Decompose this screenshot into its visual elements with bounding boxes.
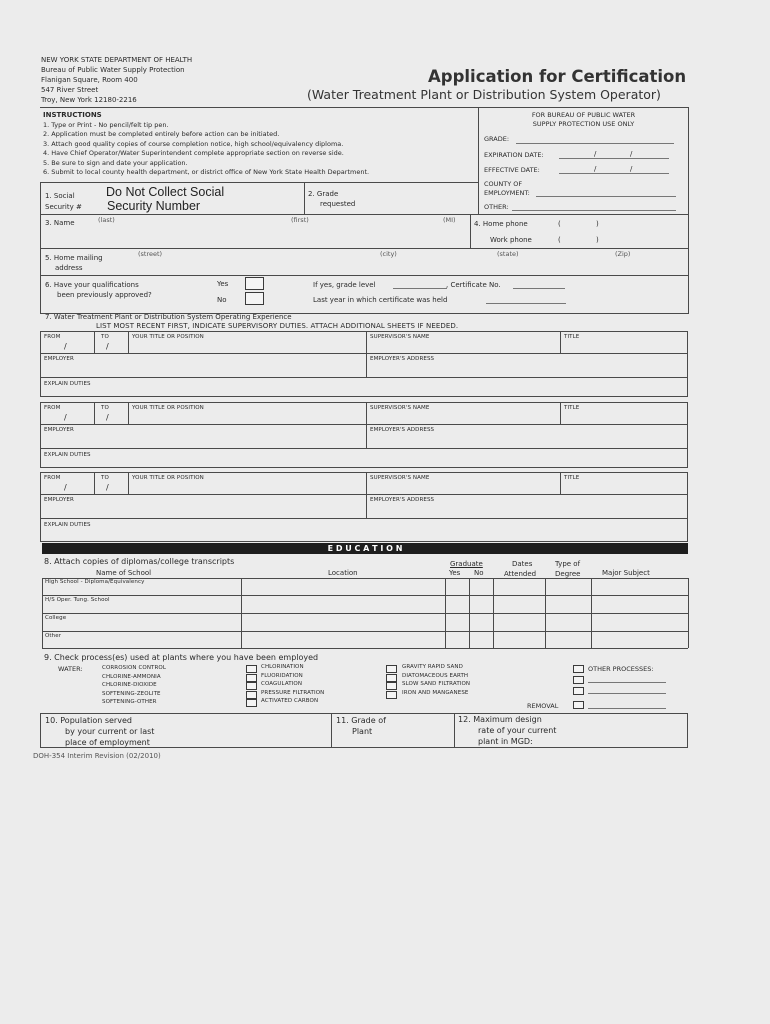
divider — [366, 472, 367, 518]
graduate-no-header: No — [474, 569, 484, 577]
divider — [42, 648, 688, 649]
divider — [40, 424, 688, 425]
title-position-field-1[interactable] — [132, 341, 362, 352]
graduate-yes-header: Yes — [449, 569, 461, 577]
supervisor-title-field-1[interactable] — [564, 341, 684, 352]
school-type-label: High School - Diploma/Equivalency — [45, 579, 145, 585]
to-label: TO — [101, 475, 109, 481]
from-date-field-2[interactable] — [44, 412, 92, 423]
plant-grade-label: 11. Grade of Plant — [336, 716, 386, 736]
school-type-label: Other — [45, 633, 62, 639]
agency-room: Flanigan Square, Room 400 — [41, 76, 138, 84]
education-banner-text: E D U C A T I O N — [327, 544, 403, 553]
process-label: CHLORINE-AMMONIA — [102, 673, 161, 680]
education-heading: 8. Attach copies of diplomas/college transcripts — [44, 557, 235, 566]
work-phone-field[interactable] — [604, 234, 684, 246]
city-hint: (city) — [380, 250, 397, 258]
instruction-item: 1. Type or Print - No pencil/felt tip pen. — [43, 121, 169, 129]
process-checkbox[interactable] — [386, 691, 397, 699]
to-date-field-1[interactable] — [96, 341, 126, 352]
last-year-label: Last year in which certificate was held — [313, 296, 448, 304]
graduate-yes-field[interactable] — [448, 634, 466, 648]
supervisor-name-field-1[interactable] — [370, 341, 556, 352]
process-checkbox[interactable] — [246, 665, 257, 673]
qualifications-label: 6. Have your qualifications been previously approved? — [45, 281, 152, 299]
supervisor-label: SUPERVISOR'S NAME — [370, 405, 430, 411]
removal-checkbox[interactable] — [573, 701, 584, 709]
dates-header: Dates Attended — [504, 560, 537, 578]
home-phone-label: 4. Home phone — [474, 220, 528, 228]
qualifications-yes-checkbox[interactable] — [245, 277, 264, 290]
explain-duties-label: EXPLAIN DUTIES — [44, 522, 91, 528]
certificate-no-label: , Certificate No. — [446, 281, 501, 289]
your-title-label: YOUR TITLE OR POSITION — [132, 334, 204, 340]
name-mi-hint: (MI) — [443, 216, 456, 224]
process-label: SOFTENING-ZEOLITE — [102, 690, 161, 697]
divider — [688, 578, 689, 648]
instruction-item: 2. Application must be completed entirely before action can be initiated. — [43, 130, 280, 139]
street-hint: (street) — [138, 250, 163, 258]
title-label: TITLE — [564, 475, 580, 481]
employer-field-3[interactable] — [44, 505, 362, 516]
divider — [40, 353, 688, 354]
graduate-no-field[interactable] — [472, 634, 490, 648]
supervisor-title-field-3[interactable] — [564, 482, 684, 493]
removal-label: REMOVAL — [527, 702, 559, 710]
mailing-address-label: 5. Home mailing address — [45, 254, 103, 272]
your-title-label: YOUR TITLE OR POSITION — [132, 475, 204, 481]
process-label: DIATOMACEOUS EARTH — [402, 672, 469, 679]
divider — [591, 578, 592, 648]
employer-address-label: EMPLOYER'S ADDRESS — [370, 356, 435, 362]
school-location-field[interactable] — [244, 580, 442, 594]
major-subject-field[interactable] — [594, 580, 684, 594]
dates-attended-field[interactable] — [496, 634, 542, 648]
major-subject-field[interactable] — [594, 616, 684, 630]
title-position-field-2[interactable] — [132, 412, 362, 423]
experience-subheading: LIST MOST RECENT FIRST, INDICATE SUPERVISORY DUTIES. ATTACH ADDITIONAL SHEETS IF NEEDED. — [96, 322, 459, 330]
from-label: FROM — [44, 405, 61, 411]
process-checkbox[interactable] — [246, 674, 257, 682]
process-label: GRAVITY RAPID SAND — [402, 664, 463, 670]
bureau-expiration-field[interactable] — [559, 158, 669, 159]
qualifications-no-checkbox[interactable] — [245, 292, 264, 305]
divider — [469, 578, 470, 648]
school-name-field[interactable] — [45, 640, 237, 648]
school-name-field[interactable] — [45, 604, 237, 612]
degree-type-field[interactable] — [548, 580, 588, 594]
bureau-county-label: COUNTY OF EMPLOYMENT: — [484, 180, 530, 197]
process-label: PRESSURE FILTRATION — [261, 689, 325, 696]
social-note: Do Not Collect Social — [106, 185, 225, 199]
divider — [545, 578, 546, 648]
divider — [40, 377, 688, 378]
other-processes-label: OTHER PROCESSES: — [588, 665, 654, 673]
state-hint: (state) — [497, 250, 519, 258]
process-checkbox[interactable] — [246, 699, 257, 707]
date-slash: / — [64, 342, 67, 351]
graduate-no-field[interactable] — [472, 580, 490, 594]
agency-city: Troy, New York 12180-2216 — [41, 96, 137, 104]
date-slash: / — [64, 483, 67, 492]
explain-duties-field-3[interactable] — [44, 529, 684, 537]
from-label: FROM — [44, 475, 61, 481]
graduate-no-field[interactable] — [472, 598, 490, 612]
divider — [560, 331, 561, 353]
bureau-grade-label: GRADE: — [484, 135, 510, 143]
school-name-field[interactable] — [45, 586, 237, 594]
employer-address-label: EMPLOYER'S ADDRESS — [370, 427, 435, 433]
process-checkbox[interactable] — [386, 682, 397, 690]
form-title: Application for Certification — [428, 67, 687, 86]
agency-address — [41, 55, 192, 105]
other-process-checkbox[interactable] — [573, 676, 584, 684]
dates-attended-field[interactable] — [496, 616, 542, 630]
other-process-field[interactable] — [588, 693, 666, 694]
supervisor-title-field-2[interactable] — [564, 412, 684, 423]
major-header: Major Subject — [602, 569, 650, 577]
from-date-field-3[interactable] — [44, 482, 92, 493]
instructions-heading: INSTRUCTIONS — [43, 111, 102, 119]
grade-level-field[interactable] — [393, 288, 447, 289]
location-header: Location — [328, 569, 358, 577]
supervisor-label: SUPERVISOR'S NAME — [370, 334, 430, 340]
name-first-hint: (first) — [291, 216, 309, 224]
grade-requested-label: 2. Grade requested — [308, 190, 356, 208]
employer-label: EMPLOYER — [44, 356, 74, 362]
major-subject-field[interactable] — [594, 634, 684, 648]
yes-label: Yes — [217, 280, 229, 288]
divider — [94, 402, 95, 424]
bureau-other-field[interactable] — [512, 210, 676, 211]
social-note: Security Number — [107, 199, 201, 213]
instruction-item: 4. Have Chief Operator/Water Superintendent complete appropriate section on reverse side. — [43, 149, 344, 158]
graduate-yes-field[interactable] — [448, 616, 466, 630]
employer-label: EMPLOYER — [44, 427, 74, 433]
population-label: 10. Population served by your current or last place of employment — [45, 716, 155, 747]
to-label: TO — [101, 334, 109, 340]
divider — [94, 472, 95, 494]
mailing-address-field[interactable] — [138, 260, 683, 274]
school-type-label: College — [45, 615, 67, 621]
date-slash: / — [64, 413, 67, 422]
school-location-field[interactable] — [244, 616, 442, 630]
social-security-field[interactable] — [106, 185, 224, 213]
zip-hint: (Zip) — [615, 250, 631, 258]
bureau-expiration-label: EXPIRATION DATE: — [484, 151, 544, 159]
explain-duties-field-2[interactable] — [44, 459, 684, 467]
bureau-heading: FOR BUREAU OF PUBLIC WATER SUPPLY PROTECTION USE ONLY — [531, 111, 636, 128]
experience-heading: 7. Water Treatment Plant or Distribution System Operating Experience — [45, 313, 292, 321]
divider — [366, 402, 367, 448]
process-label: CHLORINE-DIOXIDE — [102, 682, 157, 689]
divider — [42, 578, 43, 648]
process-label: CHLORINATION — [261, 664, 304, 670]
divider — [560, 472, 561, 494]
name-of-school-header: Name of School — [96, 569, 152, 577]
divider — [128, 331, 129, 353]
employer-label: EMPLOYER — [44, 497, 74, 503]
bureau-effective-label: EFFECTIVE DATE: — [484, 166, 540, 174]
population-field[interactable] — [180, 724, 320, 744]
bureau-other-label: OTHER: — [484, 203, 509, 211]
degree-type-field[interactable] — [548, 598, 588, 612]
work-phone-label: Work phone — [490, 236, 532, 244]
supervisor-name-field-2[interactable] — [370, 412, 556, 423]
explain-duties-field-1[interactable] — [44, 388, 684, 396]
process-checkbox[interactable] — [386, 665, 397, 673]
process-checkbox[interactable] — [246, 682, 257, 690]
title-label: TITLE — [564, 334, 580, 340]
divider — [40, 448, 688, 449]
to-date-field-3[interactable] — [96, 482, 126, 493]
graduate-header: Graduate — [450, 560, 483, 568]
design-rate-field[interactable] — [544, 734, 682, 746]
agency-bureau: Bureau of Public Water Supply Protection — [41, 66, 185, 74]
social-security-label: 1. Social Security # — [45, 192, 82, 211]
dates-attended-field[interactable] — [496, 580, 542, 594]
divider — [40, 494, 688, 495]
explain-duties-label: EXPLAIN DUTIES — [44, 452, 91, 458]
graduate-yes-field[interactable] — [448, 598, 466, 612]
process-checkbox[interactable] — [246, 691, 257, 699]
bureau-county-field[interactable] — [536, 196, 676, 197]
date-slash: / — [106, 483, 109, 492]
processes-heading: 9. Check process(es) used at plants where you have been employed — [44, 653, 319, 662]
divider — [128, 472, 129, 494]
name-last-hint: (last) — [98, 216, 115, 224]
date-slash: / — [106, 342, 109, 351]
process-checkbox[interactable] — [386, 674, 397, 682]
home-phone-field[interactable] — [604, 218, 684, 230]
dates-attended-field[interactable] — [496, 598, 542, 612]
employer-address-field-2[interactable] — [370, 435, 684, 446]
major-subject-field[interactable] — [594, 598, 684, 612]
school-name-field[interactable] — [45, 622, 237, 630]
no-label: No — [217, 296, 227, 304]
divider — [94, 331, 95, 353]
employer-address-field-3[interactable] — [370, 505, 684, 516]
employer-address-field-1[interactable] — [370, 364, 684, 375]
divider — [128, 402, 129, 424]
instruction-item: 5. Be sure to sign and date your application. — [43, 158, 188, 167]
form-subtitle: (Water Treatment Plant or Distribution System Operator) — [307, 87, 661, 102]
name-label: 3. Name — [45, 219, 75, 227]
process-label: CORROSION CONTROL — [102, 665, 167, 671]
date-slash: / — [106, 413, 109, 422]
from-label: FROM — [44, 334, 61, 340]
title-label: TITLE — [564, 405, 580, 411]
supervisor-label: SUPERVISOR'S NAME — [370, 475, 430, 481]
employer-field-2[interactable] — [44, 435, 362, 446]
instruction-item: 6. Submit to local county health department, or district office of New York State Health Department. — [43, 168, 370, 177]
removal-field[interactable] — [588, 708, 666, 709]
school-type-label: H/S Oper. Tung. School — [45, 597, 110, 603]
your-title-label: YOUR TITLE OR POSITION — [132, 405, 204, 411]
to-label: TO — [101, 405, 109, 411]
employer-address-label: EMPLOYER'S ADDRESS — [370, 497, 435, 503]
supervisor-name-field-3[interactable] — [370, 482, 556, 493]
degree-header: Type of Degree — [555, 560, 581, 578]
process-label: IRON AND MANGANESE — [402, 689, 469, 696]
employer-field-1[interactable] — [44, 364, 362, 375]
water-label: WATER: — [58, 665, 83, 673]
other-process-checkbox[interactable] — [573, 665, 584, 673]
graduate-no-field[interactable] — [472, 616, 490, 630]
process-label: SLOW SAND FILTRATION — [402, 681, 471, 688]
bureau-effective-field[interactable] — [559, 173, 669, 174]
bureau-grade-field[interactable] — [516, 143, 674, 144]
process-label: COAGULATION — [261, 681, 303, 688]
instructions-list — [43, 121, 369, 177]
explain-duties-label: EXPLAIN DUTIES — [44, 381, 91, 387]
other-process-field[interactable] — [588, 682, 666, 683]
last-year-field[interactable] — [486, 303, 566, 304]
process-label: SOFTENING-OTHER — [102, 699, 157, 706]
name-field[interactable] — [98, 226, 468, 240]
certificate-no-field[interactable] — [513, 288, 565, 289]
to-date-field-2[interactable] — [96, 412, 126, 423]
degree-type-field[interactable] — [548, 634, 588, 648]
from-date-field-1[interactable] — [44, 341, 92, 352]
divider — [40, 518, 688, 519]
divider — [241, 578, 242, 648]
process-label: ACTIVATED CARBON — [261, 698, 319, 705]
if-yes-grade-label: If yes, grade level — [313, 281, 376, 289]
instruction-item: 3. Attach good quality copies of course completion notice, high school/equivalency diploma. — [43, 139, 344, 148]
design-rate-label: 12. Maximum design rate of your current plant in MGD: — [458, 715, 557, 746]
title-position-field-3[interactable] — [132, 482, 362, 493]
agency-name: NEW YORK STATE DEPARTMENT OF HEALTH — [41, 56, 193, 64]
other-process-checkbox[interactable] — [573, 687, 584, 695]
plant-grade-field[interactable] — [392, 724, 448, 744]
divider — [366, 331, 367, 377]
divider — [445, 578, 446, 648]
graduate-yes-field[interactable] — [448, 580, 466, 594]
divider — [493, 578, 494, 648]
grade-requested-field[interactable] — [330, 196, 470, 210]
form-footer: DOH-354 Interim Revision (02/2010) — [33, 752, 161, 760]
degree-type-field[interactable] — [548, 616, 588, 630]
agency-street: 547 River Street — [41, 86, 99, 94]
process-label: FLUORIDATION — [261, 672, 303, 679]
school-location-field[interactable] — [244, 634, 442, 648]
school-location-field[interactable] — [244, 598, 442, 612]
divider — [560, 402, 561, 424]
